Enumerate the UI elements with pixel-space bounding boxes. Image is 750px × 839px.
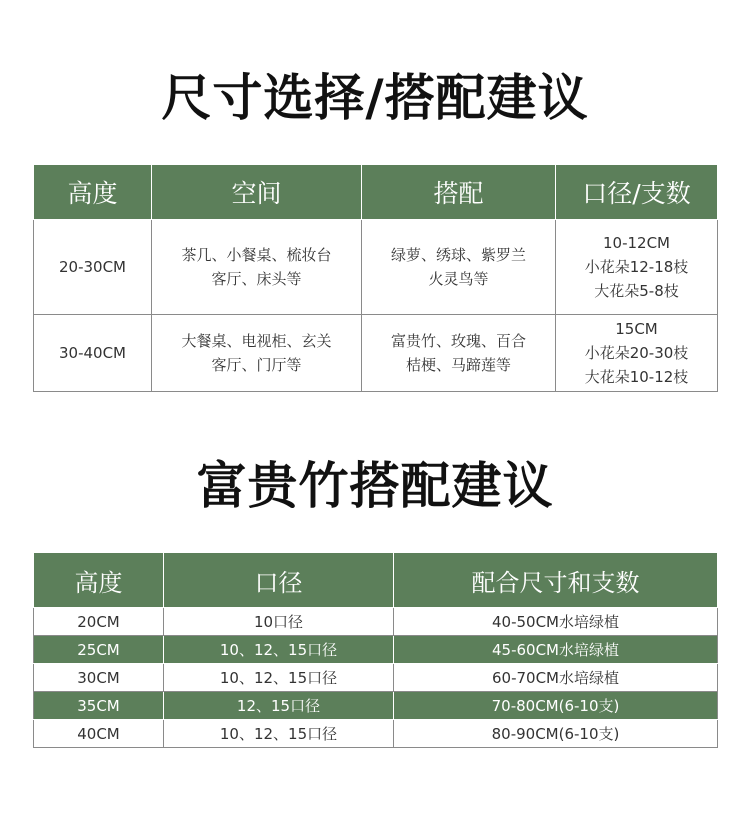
cell-height: 20CM	[34, 608, 164, 636]
table-row	[34, 220, 718, 315]
cell-caliber: 10、12、15口径	[164, 664, 394, 692]
cell-caliber: 10口径	[164, 608, 394, 636]
header-height: 高度	[34, 165, 152, 220]
header-space: 空间	[152, 165, 362, 220]
table-row	[34, 315, 718, 392]
table-header-row	[34, 165, 718, 220]
page-title-size-selection: 尺寸选择/搭配建议	[161, 69, 589, 127]
table-header-row	[34, 553, 718, 608]
table-row	[34, 608, 718, 636]
cell-height: 30CM	[34, 664, 164, 692]
header-caliber: 口径	[164, 553, 394, 608]
table-row	[34, 664, 718, 692]
cell-height: 20-30CM	[34, 220, 152, 315]
cell-height: 40CM	[34, 720, 164, 748]
bamboo-match-table	[33, 552, 718, 748]
cell-size: 45-60CM水培绿植	[394, 636, 718, 664]
table-row	[34, 720, 718, 748]
table-row	[34, 636, 718, 664]
cell-caliber: 15CM 小花朵20-30枝 大花朵10-12枝	[556, 315, 718, 392]
header-caliber: 口径/支数	[556, 165, 718, 220]
cell-space: 大餐桌、电视柜、玄关 客厅、门厅等	[152, 315, 362, 392]
cell-height: 25CM	[34, 636, 164, 664]
table-row	[34, 692, 718, 720]
cell-space: 茶几、小餐桌、梳妆台 客厅、床头等	[152, 220, 362, 315]
size-suggestion-table	[33, 164, 718, 392]
header-size-count: 配合尺寸和支数	[394, 553, 718, 608]
cell-caliber: 10、12、15口径	[164, 720, 394, 748]
cell-match: 富贵竹、玫瑰、百合 桔梗、马蹄莲等	[362, 315, 556, 392]
cell-size: 40-50CM水培绿植	[394, 608, 718, 636]
cell-match: 绿萝、绣球、紫罗兰 火灵鸟等	[362, 220, 556, 315]
cell-size: 60-70CM水培绿植	[394, 664, 718, 692]
cell-caliber: 12、15口径	[164, 692, 394, 720]
cell-size: 70-80CM(6-10支)	[394, 692, 718, 720]
cell-height: 30-40CM	[34, 315, 152, 392]
page-title-bamboo-match: 富贵竹搭配建议	[196, 457, 554, 515]
cell-caliber: 10-12CM 小花朵12-18枝 大花朵5-8枝	[556, 220, 718, 315]
cell-size: 80-90CM(6-10支)	[394, 720, 718, 748]
header-height: 高度	[34, 553, 164, 608]
cell-height: 35CM	[34, 692, 164, 720]
header-match: 搭配	[362, 165, 556, 220]
cell-caliber: 10、12、15口径	[164, 636, 394, 664]
